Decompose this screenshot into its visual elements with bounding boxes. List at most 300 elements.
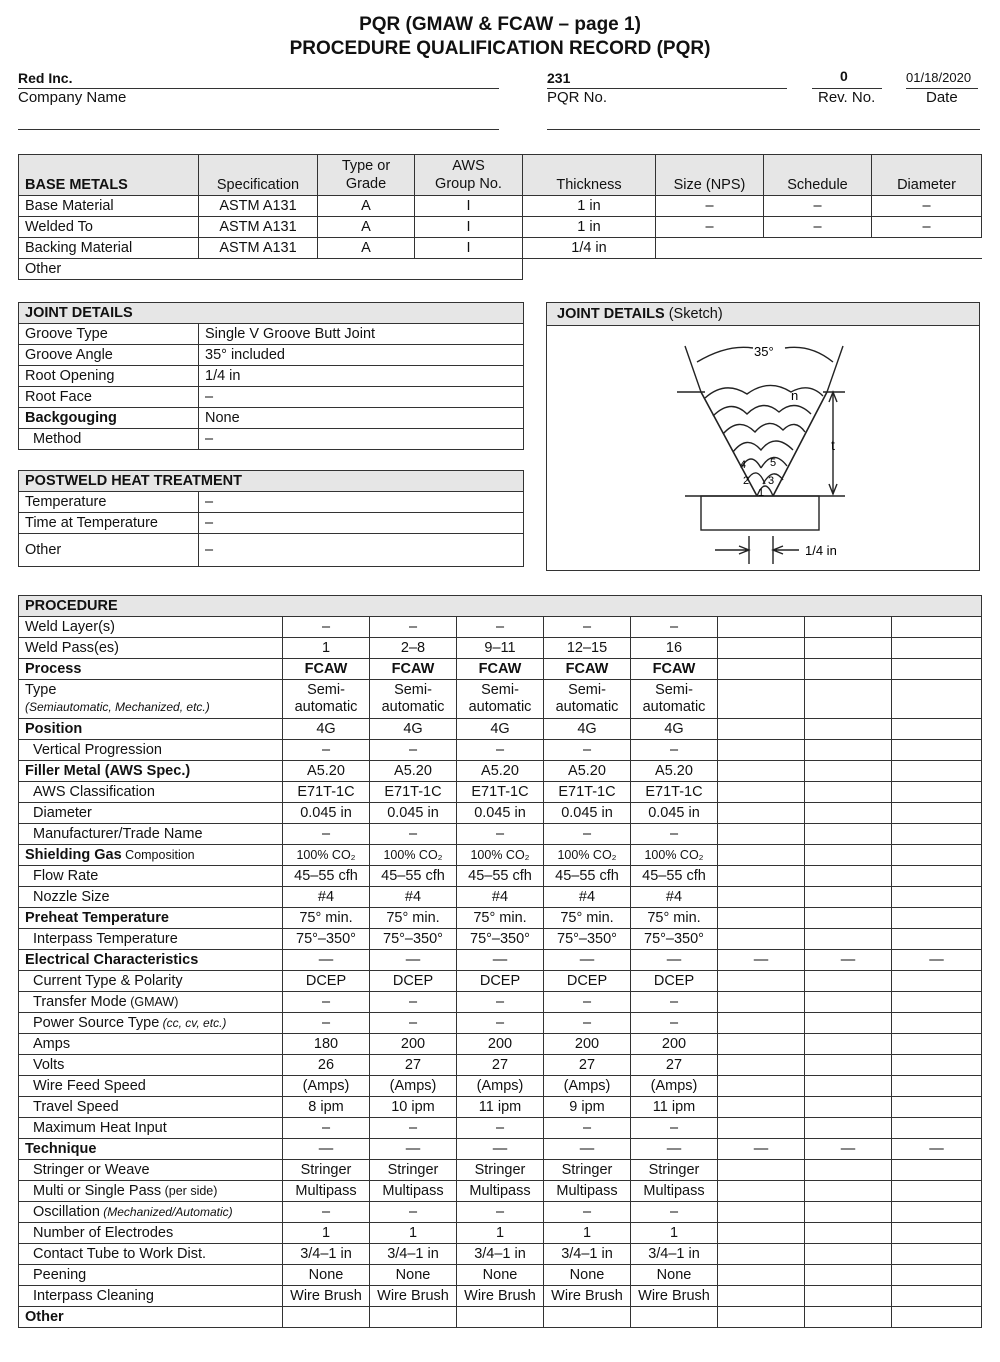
procedure-pass-cell: 3/4–1 in	[370, 1244, 457, 1265]
procedure-pass-cell: FCAW	[283, 659, 370, 680]
procedure-pass-cell: 12–15	[544, 638, 631, 659]
procedure-blank-cell	[718, 1202, 805, 1223]
procedure-pass-cell: 0.045 in	[544, 803, 631, 824]
procedure-blank-cell	[892, 638, 982, 659]
procedure-blank-cell: —	[718, 950, 805, 971]
row-value: 1/4 in	[199, 366, 524, 387]
procedure-blank-cell	[718, 638, 805, 659]
procedure-pass-cell: 0.045 in	[457, 803, 544, 824]
procedure-blank-cell	[718, 1160, 805, 1181]
procedure-blank-cell	[805, 1223, 892, 1244]
procedure-blank-cell	[805, 824, 892, 845]
procedure-blank-cell	[805, 659, 892, 680]
procedure-pass-cell: –	[457, 1118, 544, 1139]
procedure-blank-cell: —	[892, 1139, 982, 1160]
procedure-label-text: Electrical Characteristics	[25, 952, 199, 968]
procedure-blank-cell	[892, 1223, 982, 1244]
procedure-label-suffix: (GMAW)	[126, 995, 179, 1009]
procedure-blank-cell	[892, 866, 982, 887]
procedure-pass-cell	[283, 1307, 370, 1328]
procedure-row	[19, 1055, 982, 1076]
procedure-pass-cell: —	[631, 950, 718, 971]
procedure-blank-cell	[718, 824, 805, 845]
procedure-pass-cell: 75° min.	[457, 908, 544, 929]
procedure-row	[19, 908, 982, 929]
procedure-blank-cell	[892, 659, 982, 680]
cell-spec: ASTM A131	[199, 217, 318, 238]
procedure-pass-cell: –	[457, 1202, 544, 1223]
procedure-pass-cell: 11 ipm	[457, 1097, 544, 1118]
sketch-pass-n-label: n	[791, 388, 799, 403]
procedure-blank-cell	[805, 803, 892, 824]
procedure-blank-cell	[718, 761, 805, 782]
cell-type: A	[318, 238, 415, 259]
pqr-number-value: 231	[547, 70, 571, 86]
procedure-row-label	[19, 1244, 283, 1265]
row-label: Time at Temperature	[19, 513, 199, 534]
procedure-row	[19, 1223, 982, 1244]
procedure-pass-cell: 3/4–1 in	[283, 1244, 370, 1265]
backing-bar	[701, 496, 819, 530]
procedure-pass-cell: None	[631, 1265, 718, 1286]
procedure-blank-cell	[718, 1013, 805, 1034]
procedure-blank-cell	[892, 761, 982, 782]
procedure-row-label	[19, 908, 283, 929]
row-value: Single V Groove Butt Joint	[199, 324, 524, 345]
table-row	[19, 429, 524, 450]
procedure-blank-cell	[718, 1076, 805, 1097]
table-row	[19, 345, 524, 366]
procedure-pass-cell: –	[283, 1118, 370, 1139]
col-type-line2: Grade	[345, 176, 387, 192]
procedure-blank-cell	[892, 1265, 982, 1286]
procedure-pass-cell: 45–55 cfh	[631, 866, 718, 887]
procedure-pass-cell: 75° min.	[283, 908, 370, 929]
table-row	[19, 387, 524, 408]
procedure-label-text: Filler Metal (AWS Spec.)	[25, 763, 191, 779]
row-label: Base Material	[19, 196, 199, 217]
base-metals-section-label: BASE METALS	[19, 155, 199, 196]
welded-to-row	[19, 217, 982, 238]
procedure-pass-cell: —	[457, 950, 544, 971]
procedure-pass-cell: (Amps)	[457, 1076, 544, 1097]
procedure-row-label	[19, 659, 283, 680]
procedure-row-label	[19, 992, 283, 1013]
procedure-label-text: Amps	[33, 1036, 71, 1052]
procedure-label-text: Number of Electrodes	[33, 1225, 174, 1241]
procedure-section-label: PROCEDURE	[19, 596, 982, 617]
procedure-blank-cell	[718, 680, 805, 719]
procedure-row-label	[19, 782, 283, 803]
procedure-blank-cell	[892, 1076, 982, 1097]
procedure-pass-cell: FCAW	[631, 659, 718, 680]
procedure-header	[19, 596, 982, 617]
base-material-row	[19, 196, 982, 217]
procedure-blank-cell	[892, 782, 982, 803]
procedure-pass-cell	[631, 680, 718, 719]
procedure-pass-cell: 100% CO₂	[631, 845, 718, 866]
procedure-pass-cell: 75°–350°	[631, 929, 718, 950]
procedure-pass-cell	[631, 1307, 718, 1328]
procedure-pass-cell: —	[457, 1139, 544, 1160]
cell-spec: ASTM A131	[199, 196, 318, 217]
procedure-blank-cell	[718, 866, 805, 887]
procedure-row-label	[19, 1055, 283, 1076]
procedure-blank-cell	[805, 1076, 892, 1097]
procedure-blank-cell	[718, 740, 805, 761]
procedure-pass-cell: (Amps)	[544, 1076, 631, 1097]
procedure-blank-cell	[718, 887, 805, 908]
procedure-blank-cell	[805, 908, 892, 929]
procedure-pass-cell: 200	[544, 1034, 631, 1055]
procedure-blank-cell	[805, 1181, 892, 1202]
procedure-label-text: Preheat Temperature	[25, 910, 169, 926]
procedure-blank-cell	[892, 1286, 982, 1307]
procedure-pass-cell: —	[370, 950, 457, 971]
table-row	[19, 366, 524, 387]
base-metals-table	[18, 154, 982, 280]
procedure-blank-cell	[892, 845, 982, 866]
procedure-row-label	[19, 1160, 283, 1181]
procedure-pass-cell: Multipass	[370, 1181, 457, 1202]
cell-diameter: –	[872, 196, 982, 217]
procedure-pass-cell: 4G	[457, 719, 544, 740]
procedure-blank-cell	[892, 1181, 982, 1202]
procedure-row	[19, 1139, 982, 1160]
col-size: Size (NPS)	[656, 155, 764, 196]
sketch-pass-4: 4	[740, 459, 747, 471]
procedure-pass-cell: 100% CO₂	[457, 845, 544, 866]
table-row	[19, 513, 524, 534]
procedure-row-label	[19, 761, 283, 782]
procedure-blank-cell	[892, 803, 982, 824]
company-name-value: Red Inc.	[18, 70, 73, 86]
procedure-pass-cell: Wire Brush	[370, 1286, 457, 1307]
procedure-blank-cell	[718, 617, 805, 638]
procedure-pass-cell: –	[457, 617, 544, 638]
procedure-blank-cell	[805, 1034, 892, 1055]
row-value: None	[199, 408, 524, 429]
procedure-blank-cell	[892, 1244, 982, 1265]
row-label: Temperature	[19, 492, 199, 513]
procedure-blank-cell	[718, 971, 805, 992]
base-metals-header-row	[19, 155, 982, 196]
procedure-pass-cell: None	[457, 1265, 544, 1286]
cell-diameter: –	[872, 217, 982, 238]
procedure-pass-cell: Stringer	[283, 1160, 370, 1181]
procedure-pass-cell: –	[544, 1013, 631, 1034]
procedure-label-text: Flow Rate	[33, 868, 99, 884]
table-row	[19, 324, 524, 345]
procedure-label-text: Other	[25, 1309, 64, 1325]
procedure-pass-cell: –	[370, 617, 457, 638]
col-specification: Specification	[199, 155, 318, 196]
procedure-label-text: Type	[25, 682, 57, 698]
procedure-blank-cell	[805, 740, 892, 761]
procedure-pass-cell: E71T-1C	[544, 782, 631, 803]
weld-cap	[705, 385, 823, 398]
procedure-label-suffix: (per side)	[161, 1184, 218, 1198]
procedure-pass-cell: –	[631, 824, 718, 845]
procedure-row-label	[19, 1139, 283, 1160]
row-label: Method	[19, 429, 199, 450]
cell-group: I	[415, 238, 523, 259]
page-title: PQR (GMAW & FCAW – page 1)	[359, 14, 641, 35]
procedure-blank-cell	[718, 1286, 805, 1307]
procedure-label-suffix: (cc, cv, etc.)	[159, 1016, 227, 1030]
procedure-pass-cell: 0.045 in	[631, 803, 718, 824]
procedure-pass-cell: 75°–350°	[457, 929, 544, 950]
procedure-pass-cell: –	[370, 1118, 457, 1139]
procedure-pass-cell: A5.20	[631, 761, 718, 782]
procedure-label-text: Diameter	[33, 805, 92, 821]
procedure-pass-cell: Stringer	[631, 1160, 718, 1181]
procedure-row	[19, 1286, 982, 1307]
sketch-pass-5: 5	[770, 457, 777, 469]
procedure-pass-cell: 1	[370, 1223, 457, 1244]
col-diameter: Diameter	[872, 155, 982, 196]
procedure-pass-cell: A5.20	[544, 761, 631, 782]
cell-size: –	[656, 217, 764, 238]
procedure-blank-cell	[805, 929, 892, 950]
cell-size: –	[656, 196, 764, 217]
row-label: Groove Type	[19, 324, 199, 345]
procedure-blank-cell	[718, 1265, 805, 1286]
procedure-pass-cell: 75°–350°	[544, 929, 631, 950]
procedure-pass-cell: 3/4–1 in	[544, 1244, 631, 1265]
procedure-pass-cell	[544, 680, 631, 719]
procedure-row	[19, 1244, 982, 1265]
procedure-blank-cell	[805, 1265, 892, 1286]
weld-layer-6	[733, 441, 793, 452]
procedure-pass-cell: –	[457, 824, 544, 845]
procedure-blank-cell	[805, 719, 892, 740]
sketch-root-label: 1/4 in	[805, 543, 837, 558]
procedure-row-label	[19, 740, 283, 761]
procedure-blank-cell	[718, 1223, 805, 1244]
procedure-blank-cell	[892, 992, 982, 1013]
row-label: Root Opening	[19, 366, 199, 387]
procedure-pass-cell: 16	[631, 638, 718, 659]
procedure-label-suffix: (Mechanized/Automatic)	[99, 1205, 233, 1219]
procedure-cell-line1: Semi-	[568, 682, 606, 698]
procedure-pass-cell: 180	[283, 1034, 370, 1055]
procedure-pass-cell: –	[631, 992, 718, 1013]
procedure-pass-cell: –	[544, 740, 631, 761]
procedure-pass-cell: #4	[544, 887, 631, 908]
cell-thickness: 1 in	[523, 217, 656, 238]
procedure-pass-cell: —	[631, 1139, 718, 1160]
procedure-row-label	[19, 1013, 283, 1034]
procedure-blank-cell	[892, 617, 982, 638]
procedure-blank-cell	[718, 1118, 805, 1139]
sketch-pass-1: 1	[758, 487, 765, 499]
procedure-pass-cell: 1	[631, 1223, 718, 1244]
procedure-label-text: Oscillation	[33, 1204, 100, 1220]
procedure-pass-cell: (Amps)	[631, 1076, 718, 1097]
procedure-cell-line2: automatic	[555, 699, 619, 715]
procedure-label-text: Position	[25, 721, 83, 737]
procedure-blank-cell	[718, 719, 805, 740]
procedure-pass-cell: –	[544, 1202, 631, 1223]
procedure-row-label	[19, 1265, 283, 1286]
col-aws-line1: AWS	[452, 158, 485, 174]
procedure-cell-line2: automatic	[294, 699, 358, 715]
procedure-blank-cell	[892, 1034, 982, 1055]
joint-details-section-label: JOINT DETAILS	[19, 303, 524, 324]
procedure-label-text: Current Type & Polarity	[33, 973, 183, 989]
procedure-blank-cell	[892, 929, 982, 950]
procedure-row-label	[19, 1181, 283, 1202]
procedure-pass-cell: 10 ipm	[370, 1097, 457, 1118]
procedure-row-label	[19, 719, 283, 740]
procedure-row	[19, 617, 982, 638]
cell-schedule: –	[764, 217, 872, 238]
procedure-row	[19, 1097, 982, 1118]
procedure-pass-cell: None	[283, 1265, 370, 1286]
procedure-pass-cell	[544, 1307, 631, 1328]
col-thickness: Thickness	[523, 155, 656, 196]
angle-line-right	[827, 346, 843, 392]
col-type-line1: Type or	[341, 158, 391, 174]
procedure-blank-cell: —	[805, 1139, 892, 1160]
joint-sketch-title	[547, 303, 979, 326]
rev-number-value: 0	[840, 68, 848, 84]
procedure-pass-cell: –	[370, 1202, 457, 1223]
procedure-blank-cell	[718, 1097, 805, 1118]
procedure-blank-cell: —	[805, 950, 892, 971]
procedure-blank-cell	[718, 929, 805, 950]
procedure-pass-cell: 75°–350°	[283, 929, 370, 950]
sketch-title-rest: (Sketch)	[664, 306, 723, 322]
procedure-pass-cell: Wire Brush	[283, 1286, 370, 1307]
procedure-label-text: Interpass Cleaning	[33, 1288, 154, 1304]
procedure-row	[19, 992, 982, 1013]
procedure-pass-cell: –	[370, 992, 457, 1013]
procedure-pass-cell: DCEP	[631, 971, 718, 992]
procedure-row-label	[19, 1097, 283, 1118]
procedure-blank-cell	[718, 803, 805, 824]
procedure-pass-cell: 45–55 cfh	[370, 866, 457, 887]
cell-type: A	[318, 196, 415, 217]
procedure-pass-cell: 27	[457, 1055, 544, 1076]
procedure-blank-cell	[892, 680, 982, 719]
procedure-row-label	[19, 680, 283, 719]
procedure-pass-cell: –	[544, 992, 631, 1013]
procedure-row	[19, 1076, 982, 1097]
procedure-pass-cell: 8 ipm	[283, 1097, 370, 1118]
procedure-row	[19, 971, 982, 992]
procedure-label-note: (Semiautomatic, Mechanized, etc.)	[25, 700, 210, 714]
pqr-number-label: PQR No.	[547, 89, 608, 106]
procedure-row	[19, 680, 982, 719]
procedure-pass-cell: Multipass	[631, 1181, 718, 1202]
procedure-blank-cell	[718, 1055, 805, 1076]
procedure-row-label	[19, 824, 283, 845]
procedure-pass-cell: –	[283, 617, 370, 638]
procedure-row	[19, 1307, 982, 1328]
sketch-pass-3: 3	[768, 475, 775, 487]
procedure-pass-cell: DCEP	[544, 971, 631, 992]
procedure-pass-cell: DCEP	[283, 971, 370, 992]
row-label: Backing Material	[19, 238, 199, 259]
procedure-label-text: Technique	[25, 1141, 97, 1157]
procedure-blank-cell	[805, 1307, 892, 1328]
procedure-pass-cell: DCEP	[457, 971, 544, 992]
procedure-cell-line1: Semi-	[655, 682, 693, 698]
procedure-row-label	[19, 866, 283, 887]
header-blank-line-right	[547, 129, 980, 130]
procedure-label-text: Interpass Temperature	[33, 931, 178, 947]
procedure-pass-cell: –	[283, 740, 370, 761]
procedure-blank-cell	[718, 1307, 805, 1328]
procedure-blank-cell	[805, 1286, 892, 1307]
joint-sketch-drawing	[547, 326, 979, 571]
procedure-blank-cell	[892, 1202, 982, 1223]
procedure-row	[19, 638, 982, 659]
procedure-pass-cell: –	[370, 824, 457, 845]
row-label: Welded To	[19, 217, 199, 238]
procedure-blank-cell	[805, 761, 892, 782]
procedure-blank-cell	[805, 680, 892, 719]
procedure-row	[19, 659, 982, 680]
procedure-row-label	[19, 1223, 283, 1244]
pwht-section-label: POSTWELD HEAT TREATMENT	[19, 471, 524, 492]
procedure-blank-cell	[718, 908, 805, 929]
other-row	[19, 259, 982, 280]
procedure-pass-cell: A5.20	[370, 761, 457, 782]
procedure-pass-cell: 1	[544, 1223, 631, 1244]
row-value: –	[199, 387, 524, 408]
procedure-pass-cell: (Amps)	[370, 1076, 457, 1097]
procedure-blank-cell	[718, 1034, 805, 1055]
procedure-pass-cell: A5.20	[457, 761, 544, 782]
root-dim-arrow-right	[773, 546, 799, 554]
procedure-label-text: Multi or Single Pass	[33, 1183, 162, 1199]
procedure-row	[19, 950, 982, 971]
procedure-pass-cell: 200	[631, 1034, 718, 1055]
header-blank-line-left	[18, 129, 499, 130]
procedure-pass-cell: #4	[370, 887, 457, 908]
procedure-pass-cell: A5.20	[283, 761, 370, 782]
procedure-label-text: AWS Classification	[33, 784, 155, 800]
procedure-pass-cell	[370, 1307, 457, 1328]
procedure-row	[19, 1118, 982, 1139]
procedure-row-label	[19, 845, 283, 866]
procedure-blank-cell	[805, 866, 892, 887]
procedure-pass-cell: 100% CO₂	[370, 845, 457, 866]
col-type-grade	[318, 155, 415, 196]
procedure-row	[19, 1181, 982, 1202]
procedure-row-label	[19, 971, 283, 992]
row-value: –	[199, 534, 524, 567]
joint-details-table	[18, 302, 524, 450]
procedure-row	[19, 1013, 982, 1034]
procedure-pass-cell: Multipass	[544, 1181, 631, 1202]
procedure-label-text: Transfer Mode	[33, 994, 127, 1010]
procedure-pass-cell: –	[283, 824, 370, 845]
procedure-pass-cell: 11 ipm	[631, 1097, 718, 1118]
procedure-pass-cell: 4G	[370, 719, 457, 740]
procedure-blank-cell	[805, 887, 892, 908]
procedure-blank-cell	[805, 1160, 892, 1181]
procedure-label-suffix: Composition	[121, 848, 195, 862]
procedure-pass-cell: Wire Brush	[631, 1286, 718, 1307]
procedure-row-label	[19, 1202, 283, 1223]
procedure-pass-cell	[457, 1307, 544, 1328]
cell-type: A	[318, 217, 415, 238]
procedure-pass-cell: —	[283, 950, 370, 971]
